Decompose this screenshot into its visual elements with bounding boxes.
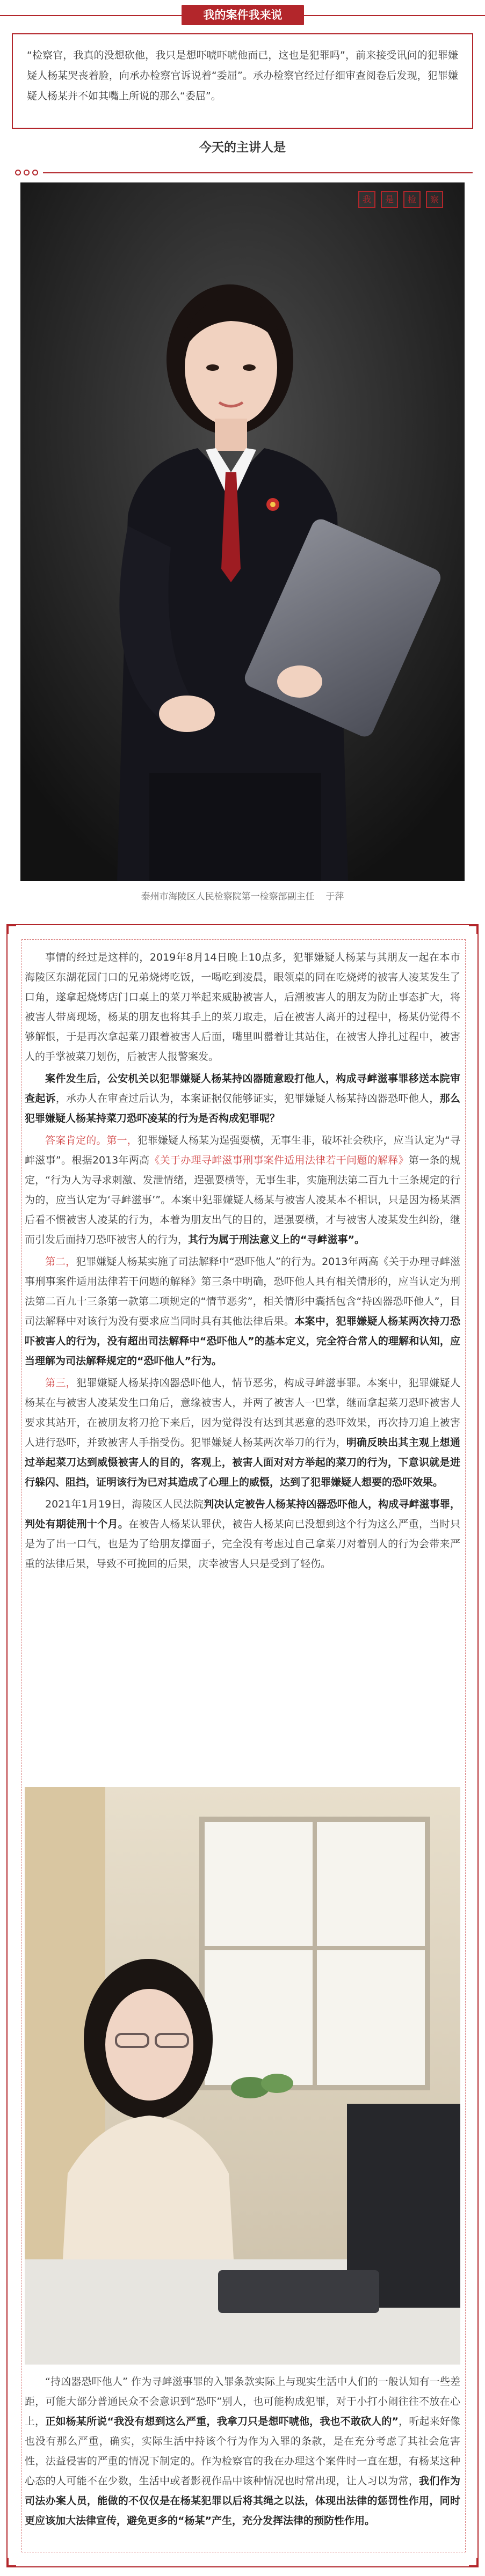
caption-name: 于萍 xyxy=(325,891,344,902)
paragraph-text: “持凶器恐吓他人” 作为寻衅滋事罪的入罪条款实际上与现实生活中人们的一般认知有一些差距，可能大部分普通民众不会意识到“恐吓”别人，也可能构成犯罪，对于小打小闹往往不放在心上， xyxy=(25,2376,460,2427)
paragraph-text: 事情的经过是这样的，2019年8月14日晚上10点多，犯罪嫌疑人杨某与其朋友一起在本市海陵区东湖花园门口的兄弟烧烤吃饭，一喝吃到凌晨，眼领桌的同在吃烧烤的被害人凌某发生了口角，遂拿起烧烤店门口桌上的菜刀举起来威胁被害人，后潮被害人的朋友为防止事态扩大，将被害人带离现场，杨某的朋友也将其手上的菜刀取走，后在被害人离开的过程中，杨某仍觉得不够解恨，于是再次拿起菜刀跟着被害人后面，嘴里叫嚣着让其站住，在被害人挣扎过程中，被害人的手掌被菜刀划伤，后被害人报警案发。 xyxy=(25,952,460,1063)
case-header-tag: 我的案件我来说 xyxy=(182,5,304,25)
speaker-photo-card xyxy=(12,170,473,921)
corner-ornament xyxy=(6,2558,16,2567)
article-paragraph xyxy=(25,1373,460,1492)
article-paragraph xyxy=(25,948,460,1067)
article-paragraph xyxy=(25,1252,460,1371)
prosecutor-portrait-image xyxy=(20,182,465,881)
article-body xyxy=(25,948,460,1576)
article-closing xyxy=(25,2372,460,2533)
photo-caption xyxy=(12,889,473,902)
answer-lead: 答案肯定的。 xyxy=(45,1135,107,1146)
paragraph-text: 2021年1月19日，海陵区人民法院 xyxy=(45,1498,204,1510)
point-label: 第三， xyxy=(45,1377,76,1389)
paragraph-text: ，听起来好像也没有那么严重，确实，实际生活中持该个行为作为入罪的条款，是在充分考虑了其社会危害性，法益侵害的严重的情况下制定的。作为检察官的我在办理这个案件时一直在想，有杨某这种心态的人可能不在少数，生活中或者影视作品中该种情况也时常出现，让人习以为常， xyxy=(25,2416,460,2487)
paragraph-bold: 其行为属于刑法意义上的“寻衅滋事”。 xyxy=(188,1234,365,1246)
corner-ornament xyxy=(469,924,479,934)
paragraph-text: 第一条的规定，“行为人为寻求刺激、发泄情绪，逞强耍横等，无事生非，实施刑法第二百九十三条规定的行为的，应当认定为‘寻衅滋事’”。本案中犯罪嫌疑人杨某与被害人凌某本不相识，只是因为杨某酒后看不惯被害人凌某的行为，本着为朋友出气的目的，逞强耍横，才与被害人凌某发生纠纷，继而引发后面持刀恐吓被害人的行为， xyxy=(25,1154,460,1246)
paragraph-text: ，承办人在审查过后认为，本案证据仅能够证实，犯罪嫌疑人杨某持凶器恐吓他人， xyxy=(55,1093,440,1104)
corner-ornament xyxy=(469,2558,479,2567)
speaker-photo xyxy=(20,182,465,881)
article-paragraph xyxy=(25,1495,460,1574)
section-header xyxy=(0,0,485,30)
photo-tag-group xyxy=(358,191,443,208)
paragraph-bold: 本案中，犯罪嫌疑人杨某两次持刀恐吓被害人的行为，没有超出司法解释中“恐吓他人”的基本定义，完全符合常人的理解和认知，应当理解为司法解释规定的“恐吓他人”行为。 xyxy=(25,1315,460,1367)
caption-org: 泰州市海陵区人民检察院第一检察部副主任 xyxy=(141,891,315,902)
paragraph-text: 犯罪嫌疑人杨某实施了司法解释中“恐吓他人”的行为。2013年两高《关于办理寻衅滋事刑事案件适用法律若干问题的解释》第三条中明确，恐吓他人具有相关情形的，应当认定为刑法第二百九十三条第一款第二项规定的“情节恶劣”，相关情形中囊括包含“持凶器恐吓他人”，目司法解释中对该行为没有要求应当同时具有其他法律后果。 xyxy=(25,1256,460,1327)
intro-text: “检察官，我真的没想砍他，我只是想吓唬吓唬他而已，这也是犯罪吗”，前来接受讯问的犯罪嫌疑人杨某哭丧着脸，向承办检察官诉说着“委屈”。承办检察官经过仔细审查阅卷后发现，犯罪嫌疑人杨某并不如其嘴上所说的那么“委屈”。 xyxy=(27,49,458,102)
article-paragraph xyxy=(25,1131,460,1250)
intro-box xyxy=(12,33,473,129)
paragraph-bold: 判决认定被告人杨某持凶器恐吓他人，构成寻衅滋事罪，判处有期徒刑十个月。 xyxy=(25,1498,460,1530)
paragraph-bold: 那么犯罪嫌疑人杨某持菜刀恐吓凌某的行为是否构成犯罪呢？ xyxy=(25,1093,460,1124)
speaker-title: 今天的主讲人是 xyxy=(199,141,286,155)
paragraph-bold: 我们作为司法办案人员，能做的不仅仅是在杨某犯罪以后将其绳之以法，体现出法律的惩罚性作用，同时更应该加大法律宣传，避免更多的“杨某”产生，充分发挥法律的预防性作用。 xyxy=(25,2475,460,2527)
article-paragraph xyxy=(25,1069,460,1129)
photo-tag: 我 xyxy=(358,191,375,208)
prosecutor-at-desk-image xyxy=(25,1787,460,2365)
photo-tag: 是 xyxy=(381,191,398,208)
paragraph-text: 在被告人杨某认罪伏，被告人杨某向已没想到这个行为这么严重，当时只是为了出一口气，也是为了给朋友撑面子，完全没有考虑过自己拿菜刀对着别人的行为会带来严重的法律后果，导致不可挽回的后果，庆幸被害人只是受到了轻伤。 xyxy=(25,1518,460,1570)
article-paragraph xyxy=(25,2372,460,2531)
paragraph-bold: 案件发生后，公安机关以犯罪嫌疑人杨某持凶器随意殴打他人，构成寻衅滋事罪移送本院审查起诉 xyxy=(25,1073,460,1104)
law-reference-link[interactable]: 《关于办理寻衅滋事刑事案件适用法律若干问题的解释》 xyxy=(149,1154,409,1166)
paragraph-bold: 正如杨某所说“我没有想到这么严重，我拿刀只是想吓唬他，我也不敢砍人的” xyxy=(45,2416,399,2427)
paragraph-bold: 明确反映出其主观上想通过举起菜刀达到威慑被害人的目的，客观上，被害人面对对方举起的菜刀的行为，下意识就是进行躲闪、阻挡，证明该行为已对其造成了心理上的威慑，达到了犯罪嫌疑人想要的恐吓效果。 xyxy=(25,1437,460,1488)
photo-tag: 检 xyxy=(403,191,421,208)
paragraph-text: 犯罪嫌疑人杨某持凶器恐吓他人，情节恶劣，构成寻衅滋事罪。本案中，犯罪嫌疑人杨某在与被害人凌某发生口角后，意缘被害人，并两了被害人一巴掌，继而拿起菜刀恐吓被害人要求其站开，在被朋友将刀抢下来后，因为觉得没有达到其恶意的恐吓效果，再次持刀追上被害人进行恐吓，并致被害人手指受伤。犯罪嫌疑人杨某两次举刀的行为， xyxy=(25,1377,460,1448)
office-photo xyxy=(25,1787,460,2365)
corner-ornament xyxy=(6,924,16,934)
photo-tag: 察 xyxy=(426,191,443,208)
photo-card-decoration xyxy=(15,170,38,175)
paragraph-text: 犯罪嫌疑人杨某为逞强耍横，无事生非，破坏社会秩序，应当认定为“寻衅滋事”。根据2013年两高 xyxy=(25,1135,460,1166)
point-label: 第二， xyxy=(45,1256,76,1268)
point-label: 第一， xyxy=(106,1135,137,1146)
